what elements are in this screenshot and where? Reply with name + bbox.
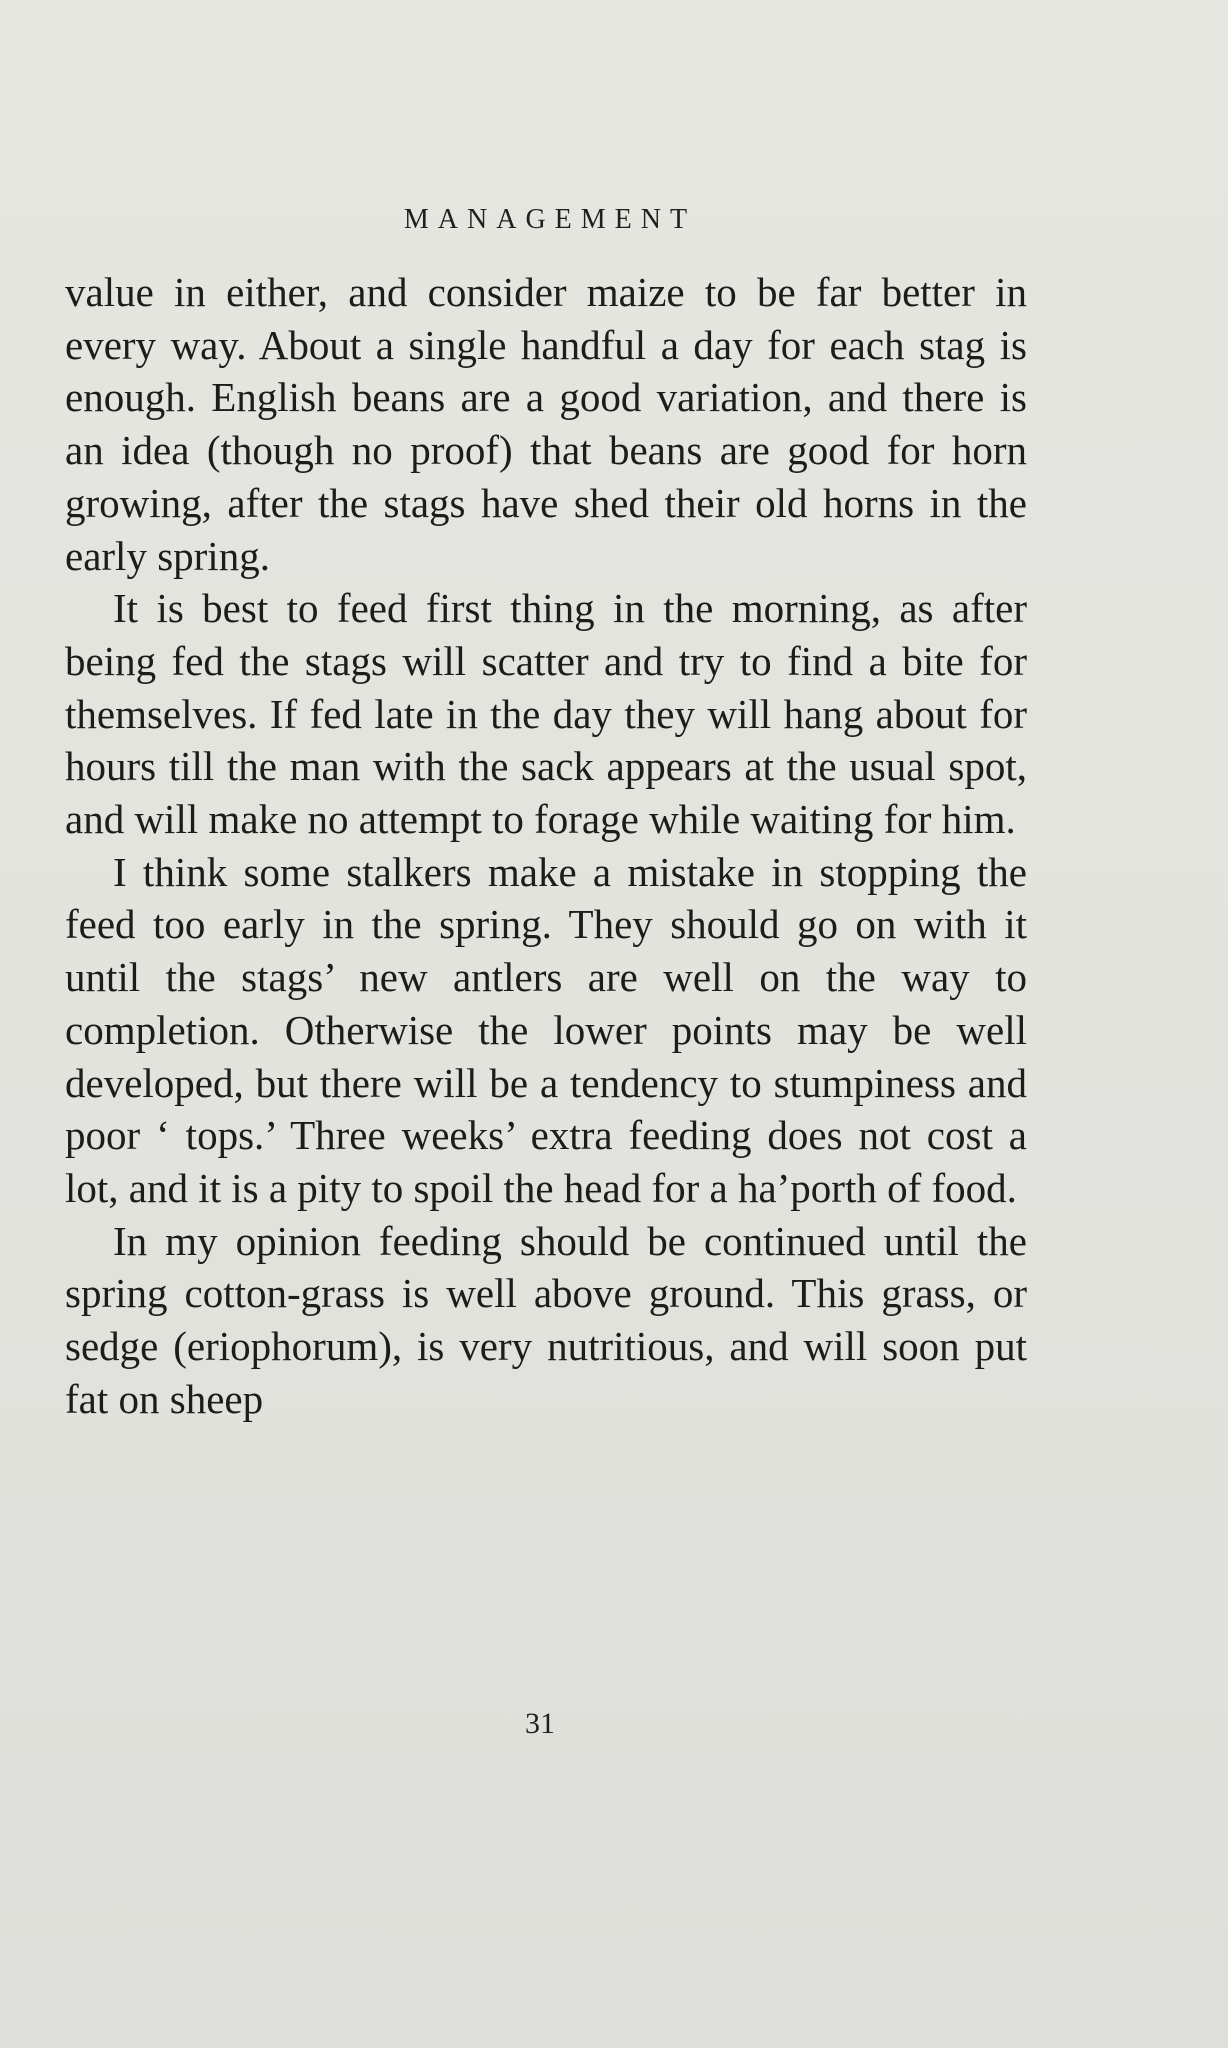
paragraph-3: I think some stalkers make a mistake in stopping the feed too early in the spring. They should go on with it until the stags’ new antlers are well on the way to completion. Otherwise the lower points may be well developed, but there will be a tendency to stumpiness and poor ‘ tops.’ Three weeks’ extra feeding does not cost a lot, and it is a pity to spoil the head for a ha’porth of food.	[65, 848, 1027, 1211]
paragraph-4: In my opinion feeding should be continued until the spring cotton-grass is well above ground. This grass, or sedge (eriophorum), is very nutritious, and will soon put fat on sheep	[65, 1217, 1027, 1422]
paragraph-2: It is best to feed first thing in the morning, as after being fed the stags will scatter and try to find a bite for themselves. If fed late in the day they will hang about for hours till the man with the sack appears at the usual spot, and will make no attempt to forage while waiting for him.	[65, 585, 1027, 843]
body-text	[65, 266, 1027, 1425]
page-number: 31	[525, 1707, 555, 1740]
paragraph-1: value in either, and consider maize to be far better in every way. About a single handful a day for each stag is enough. English beans are a good variation, and there is an idea (though no proof) that beans are good for horn growing, after the stags have shed their old horns in the early spring.	[65, 269, 1027, 579]
running-head: MANAGEMENT	[403, 204, 697, 235]
